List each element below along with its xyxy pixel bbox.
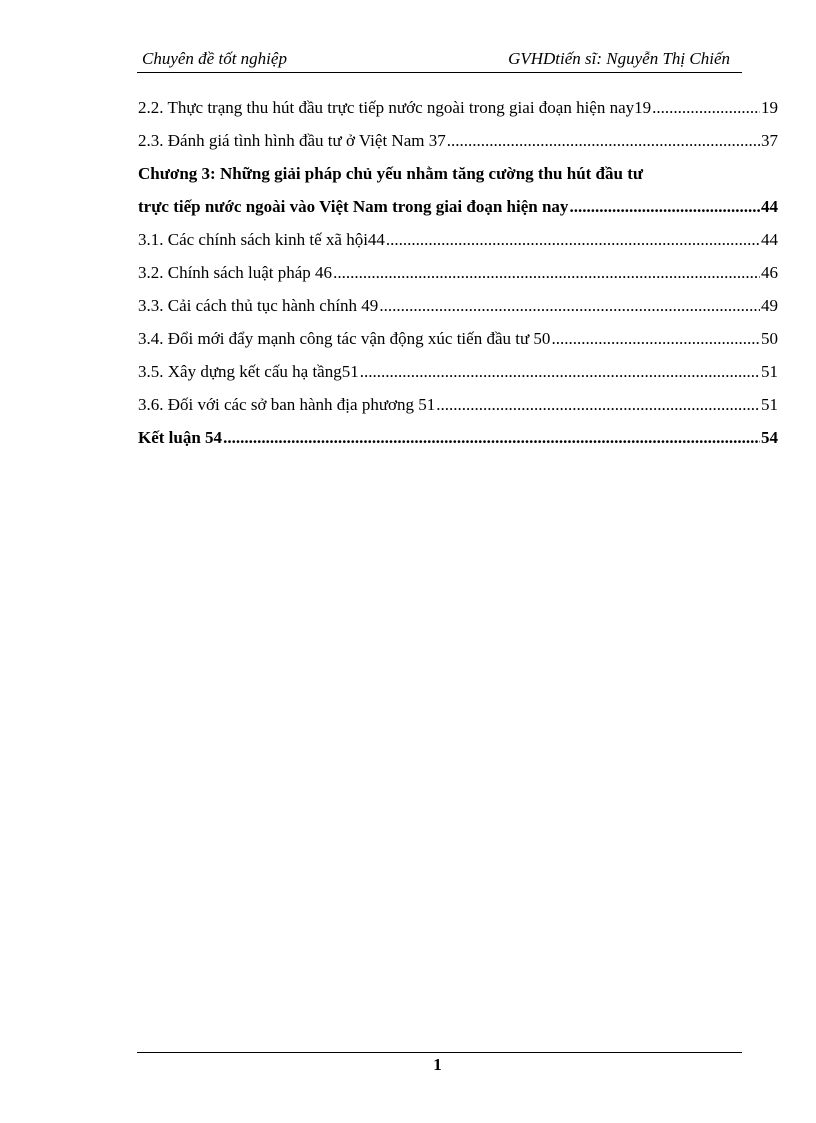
toc-entry-label: 2.2. Thực trạng thu hút đầu trực tiếp nước ngoài trong giai đoạn hiện nay19	[138, 98, 652, 117]
toc-entry-label: 2.3. Đánh giá tình hình đầu tư ở Việt Nam 37	[138, 131, 446, 150]
toc-entry-chapter-3-line-1[interactable]	[138, 161, 778, 194]
toc-leader-dots	[652, 95, 760, 121]
header-right-text: GVHDtiến sĩ: Nguyễn Thị Chiến	[508, 49, 730, 68]
table-of-contents	[138, 95, 778, 458]
toc-leader-dots	[551, 326, 760, 352]
toc-leader-dots	[223, 425, 760, 451]
toc-entry-3-2[interactable]	[138, 260, 778, 293]
toc-entry-page: 54	[761, 428, 778, 447]
toc-entry-3-5[interactable]	[138, 359, 778, 392]
toc-entry-2-3[interactable]	[138, 128, 778, 161]
toc-entry-label: 3.5. Xây dựng kết cấu hạ tầng51	[138, 362, 359, 381]
toc-entry-label: 3.1. Các chính sách kinh tế xã hội44	[138, 230, 385, 249]
toc-leader-dots	[569, 194, 760, 220]
toc-leader-dots	[447, 128, 760, 154]
toc-entry-label: 3.2. Chính sách luật pháp 46	[138, 263, 333, 282]
toc-entry-label: 3.4. Đổi mới đẩy mạnh công tác vận động xúc tiến đầu tư 50	[138, 329, 551, 348]
toc-leader-dots	[333, 260, 760, 286]
toc-entry-label: Kết luận 54	[138, 428, 223, 447]
toc-entry-page: 51	[761, 395, 778, 414]
toc-entry-page: 44	[761, 230, 778, 249]
toc-leader-dots	[386, 227, 760, 253]
toc-entry-page: 44	[761, 197, 778, 216]
toc-entry-3-3[interactable]	[138, 293, 778, 326]
toc-leader-dots	[436, 392, 760, 418]
toc-entry-2-2[interactable]	[138, 95, 778, 128]
toc-entry-page: 19	[761, 98, 778, 117]
toc-leader-dots	[379, 293, 760, 319]
toc-entry-chapter-3-line-2[interactable]	[138, 194, 778, 227]
toc-entry-3-1[interactable]	[138, 227, 778, 260]
page-number: 1	[433, 1055, 442, 1074]
toc-entry-label: Chương 3: Những giải pháp chủ yếu nhằm tăng cường thu hút đầu tư	[138, 164, 644, 183]
toc-entry-label: 3.3. Cải cách thủ tục hành chính 49	[138, 296, 379, 315]
page-header	[137, 48, 742, 73]
toc-entry-3-6[interactable]	[138, 392, 778, 425]
toc-entry-label: trực tiếp nước ngoài vào Việt Nam trong giai đoạn hiện nay	[138, 197, 569, 216]
toc-entry-page: 50	[761, 329, 778, 348]
toc-entry-3-4[interactable]	[138, 326, 778, 359]
toc-entry-ket-luan[interactable]	[138, 425, 778, 458]
toc-entry-page: 37	[761, 131, 778, 150]
toc-entry-label: 3.6. Đối với các sở ban hành địa phương 51	[138, 395, 436, 414]
toc-leader-dots	[360, 359, 760, 385]
toc-entry-page: 46	[761, 263, 778, 282]
toc-entry-page: 49	[761, 296, 778, 315]
header-left-text: Chuyên đề tốt nghiệp	[142, 49, 287, 68]
toc-entry-page: 51	[761, 362, 778, 381]
footer-divider	[137, 1052, 742, 1053]
